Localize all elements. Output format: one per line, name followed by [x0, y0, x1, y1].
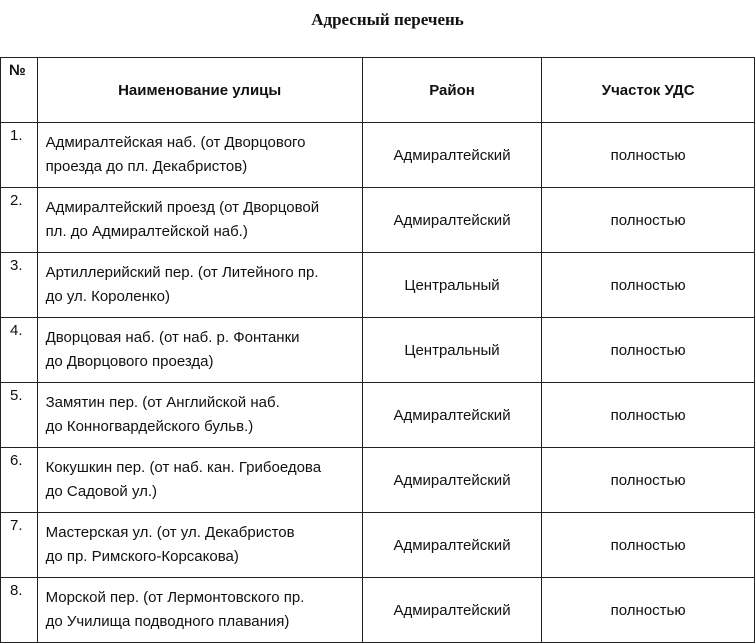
street-line-1: Адмиралтейская наб. (от Дворцового [45, 134, 306, 151]
road-section: полностью [542, 188, 755, 253]
header-district: Район [362, 58, 542, 123]
district: Адмиралтейский [362, 383, 542, 448]
row-number: 7. [1, 513, 38, 578]
street-name [37, 253, 362, 318]
street-line-1: Замятин пер. (от Английской наб. [45, 394, 280, 411]
street-line-1: Морской пер. (от Лермонтовского пр. [45, 589, 305, 606]
row-number: 3. [1, 253, 38, 318]
district: Адмиралтейский [362, 578, 542, 643]
table-header-row [1, 58, 755, 123]
street-name [37, 188, 362, 253]
document-title: Адресный перечень [311, 10, 464, 29]
road-section: полностью [542, 578, 755, 643]
district: Адмиралтейский [362, 123, 542, 188]
street-line-1: Кокушкин пер. (от наб. кан. Грибоедова [45, 459, 322, 476]
header-section: Участок УДС [542, 58, 755, 123]
street-line-1: Адмиралтейский проезд (от Дворцовой [45, 199, 320, 216]
street-name [37, 513, 362, 578]
street-line-2: до Училища подводного плавания) [45, 613, 290, 630]
street-line-1: Дворцовая наб. (от наб. р. Фонтанки [45, 329, 300, 346]
row-number: 6. [1, 448, 38, 513]
district: Адмиралтейский [362, 513, 542, 578]
street-line-2: до ул. Короленко) [45, 288, 170, 305]
address-table [0, 57, 755, 643]
district: Адмиралтейский [362, 448, 542, 513]
row-number: 8. [1, 578, 38, 643]
row-number: 4. [1, 318, 38, 383]
road-section: полностью [542, 513, 755, 578]
road-section: полностью [542, 448, 755, 513]
road-section: полностью [542, 123, 755, 188]
header-number: № [1, 58, 38, 123]
table-row [1, 253, 755, 318]
street-line-2: пл. до Адмиралтейской наб.) [45, 223, 248, 240]
row-number: 5. [1, 383, 38, 448]
district: Центральный [362, 253, 542, 318]
road-section: полностью [542, 253, 755, 318]
street-line-2: до Конногвардейского бульв.) [45, 418, 254, 435]
street-name [37, 123, 362, 188]
district: Центральный [362, 318, 542, 383]
street-name [37, 578, 362, 643]
table-row [1, 383, 755, 448]
table-row [1, 123, 755, 188]
street-line-2: до пр. Римского-Корсакова) [45, 548, 239, 565]
row-number: 1. [1, 123, 38, 188]
street-line-1: Артиллерийский пер. (от Литейного пр. [45, 264, 319, 281]
street-name [37, 448, 362, 513]
street-line-1: Мастерская ул. (от ул. Декабристов [45, 524, 295, 541]
table-row [1, 513, 755, 578]
table-row [1, 448, 755, 513]
table-row [1, 188, 755, 253]
street-name [37, 383, 362, 448]
header-street: Наименование улицы [37, 58, 362, 123]
street-line-2: до Садовой ул.) [45, 483, 158, 500]
street-line-2: до Дворцового проезда) [45, 353, 214, 370]
table-row [1, 578, 755, 643]
road-section: полностью [542, 383, 755, 448]
street-name [37, 318, 362, 383]
street-line-2: проезда до пл. Декабристов) [45, 158, 248, 175]
district: Адмиралтейский [362, 188, 542, 253]
table-row [1, 318, 755, 383]
row-number: 2. [1, 188, 38, 253]
road-section: полностью [542, 318, 755, 383]
